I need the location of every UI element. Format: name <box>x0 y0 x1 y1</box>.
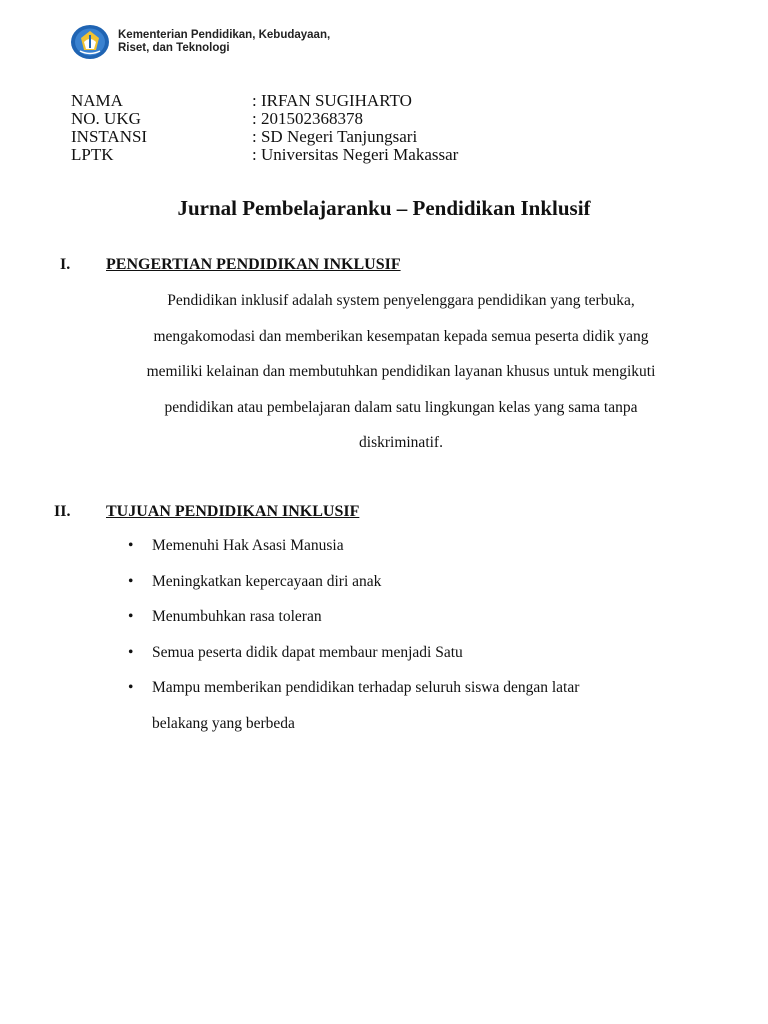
paragraph-line: memiliki kelainan dan membutuhkan pendidikan layanan khusus untuk mengikuti <box>146 363 656 380</box>
paragraph-line: mengakomodasi dan memberikan kesempatan kepada semua peserta didik yang <box>153 327 649 345</box>
info-row-no-ukg <box>71 110 458 128</box>
goals-list <box>0 528 768 741</box>
paragraph-line: pendidikan atau pembelajaran dalam satu lingkungan kelas yang sama tanpa <box>164 398 638 416</box>
section-2-number: II. <box>54 503 71 520</box>
list-item-text: Mampu memberikan pendidikan terhadap seluruh siswa dengan latar <box>152 679 580 696</box>
bullet-icon: • <box>128 608 134 625</box>
list-item <box>0 599 768 635</box>
section-1-number: I. <box>60 256 71 273</box>
list-item-text: Meningkatkan kepercayaan diri anak <box>152 572 382 590</box>
info-value: : IRFAN SUGIHARTO <box>252 91 412 110</box>
document-title: Jurnal Pembelajaranku – Pendidikan Inklusif <box>177 196 591 220</box>
info-label: NAMA <box>71 91 123 110</box>
paragraph-line: Pendidikan inklusif adalah system penyelenggara pendidikan yang terbuka, <box>167 292 635 309</box>
paragraph-line: diskriminatif. <box>359 434 443 451</box>
info-row-lptk <box>71 146 458 164</box>
info-value: : SD Negeri Tanjungsari <box>252 127 418 146</box>
section-1-heading: PENGERTIAN PENDIDIKAN INKLUSIF <box>106 256 401 273</box>
identity-table <box>71 92 458 164</box>
list-item <box>0 564 768 600</box>
ministry-line-1: Kementerian Pendidikan, Kebudayaan, <box>118 29 331 41</box>
info-value: : Universitas Negeri Makassar <box>252 145 459 164</box>
list-item-text: belakang yang berbeda <box>152 714 295 732</box>
section-1-paragraph <box>96 283 706 461</box>
info-label: NO. UKG <box>71 109 141 128</box>
bullet-icon: • <box>128 643 134 661</box>
list-item-continuation <box>0 706 768 742</box>
list-item-text: Menumbuhkan rasa toleran <box>152 608 322 625</box>
list-item <box>0 635 768 671</box>
bullet-icon: • <box>128 572 134 590</box>
info-row-nama <box>71 92 458 110</box>
list-item-text: Memenuhi Hak Asasi Manusia <box>152 537 344 554</box>
ministry-name <box>118 29 330 55</box>
info-label: LPTK <box>71 145 114 164</box>
list-item <box>0 670 768 706</box>
bullet-icon: • <box>128 679 134 696</box>
info-value: : 201502368378 <box>252 109 363 128</box>
info-row-instansi <box>71 128 458 146</box>
tut-wuri-handayani-logo-icon <box>70 24 110 60</box>
info-label: INSTANSI <box>71 127 148 146</box>
list-item-text: Semua peserta didik dapat membaur menjadi Satu <box>152 643 463 661</box>
ministry-line-2: Riset, dan Teknologi <box>118 42 230 54</box>
list-item <box>0 528 768 564</box>
section-2-heading: TUJUAN PENDIDIKAN INKLUSIF <box>106 503 360 520</box>
bullet-icon: • <box>128 537 134 554</box>
ministry-header <box>70 24 330 60</box>
